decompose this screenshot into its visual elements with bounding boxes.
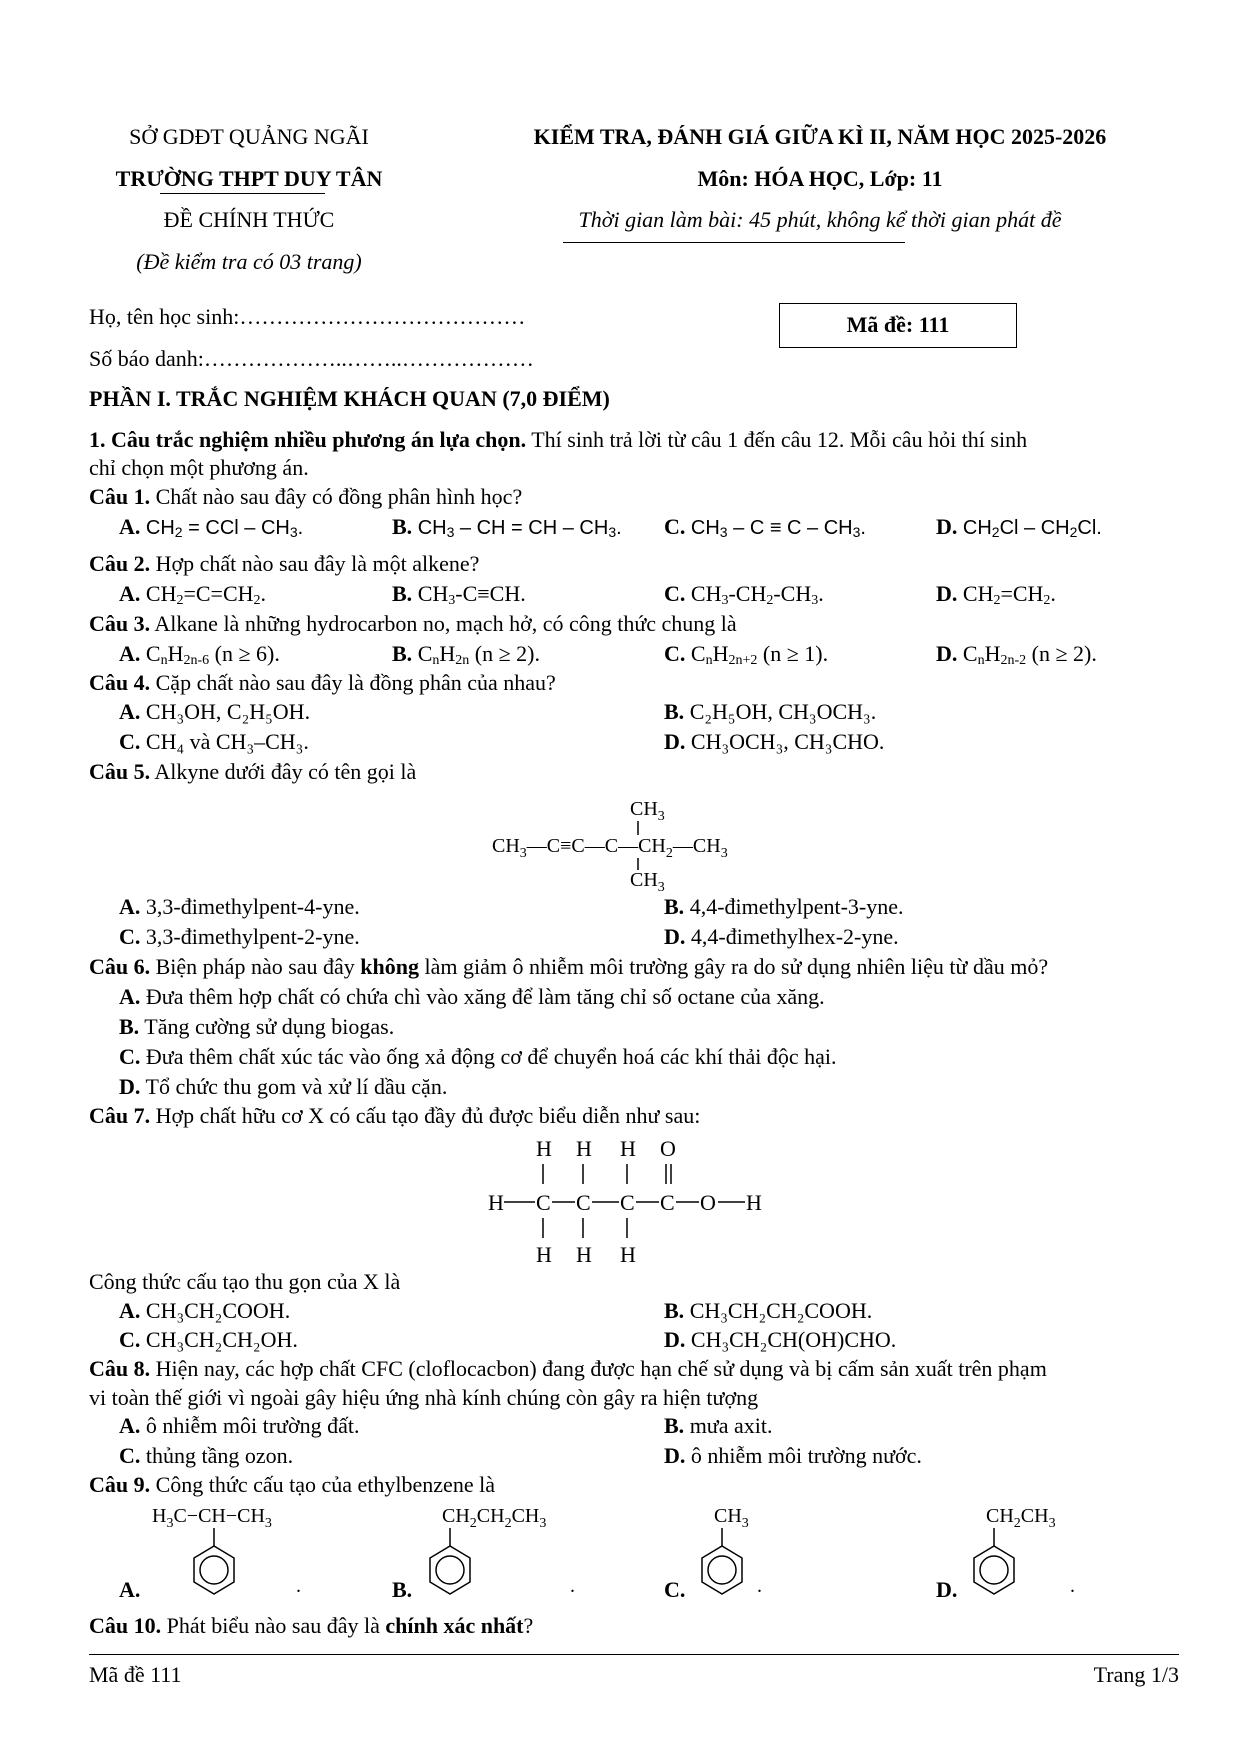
alkyne-structure [480,786,810,892]
question-label: Câu 10. [89,1613,162,1638]
svg-text:C: C [536,1190,551,1215]
q1-option-a[interactable]: A. $CH_2$ = CCl – $CH_3$. [119,514,304,540]
q4-option-b[interactable]: B. C₂H₅OH, CH₃OCH₃. [664,699,877,724]
svg-text:H: H [746,1190,762,1215]
svg-text:O: O [700,1190,716,1215]
q9-option-b-label[interactable]: B. [392,1577,413,1602]
question-10 [89,1612,1179,1640]
exam-title: KIỂM TRA, ĐÁNH GIÁ GIỮA KÌ II, NĂM HỌC 2025-2026 [533,124,1107,149]
question-label: Câu 1. [89,484,151,509]
q2-option-c[interactable]: C. $CH_3-CH_2-CH_3$. [664,581,824,608]
school-name: TRƯỜNG THPT DUY TÂN [115,166,383,191]
svg-text:.: . [296,1575,301,1597]
q8-option-d[interactable]: D. ô nhiễm môi trường nước. [664,1443,922,1468]
svg-text:CH3: $CH_3$ [630,869,665,892]
question-text: Cặp chất nào sau đây là đồng phân của nhau? [150,670,556,695]
q6-option-b[interactable]: B. Tăng cường sử dụng biogas. [119,1014,395,1039]
question-8-line2: vi toàn thế giới vì ngoài gây hiệu ứng nhà kính chúng còn gây ra hiện tượng [89,1385,759,1410]
question-text: Hợp chất nào sau đây là một alkene? [150,551,480,576]
question-7 [89,1102,1179,1130]
svg-text:H: H [620,1136,636,1161]
q5-option-b[interactable]: B. 4,4-đimethylpent-3-yne. [664,894,904,919]
q5-option-a[interactable]: A. 3,3-đimethylpent-4-yne. [119,894,360,919]
q9-option-b-structure[interactable] [420,1500,600,1610]
question-emphasis: không [360,954,420,979]
svg-text:.: . [1070,1575,1075,1597]
question-label: Câu 8. [89,1356,151,1381]
question-4 [89,669,1179,697]
question-label: Câu 4. [89,670,151,695]
svg-text:.: . [570,1575,575,1597]
question-3 [89,610,1179,638]
svg-text:H3C−CH−CH3: $H_3C-CH-CH_3$ [152,1505,272,1531]
svg-text:C: C [620,1190,635,1215]
exam-code-box: Mã đề: 111 [779,303,1017,348]
student-id-field: Số báo danh:………………..……..……………… [89,346,534,371]
time-underline [563,242,905,243]
footer-exam-code: Mã đề 111 [89,1662,182,1687]
svg-text:.: . [757,1575,762,1597]
svg-text:CH2CH2CH3: $CH_2CH_2CH_3$ [442,1505,547,1531]
question-label: Câu 3. [89,611,151,636]
q9-option-a-label[interactable]: A. [119,1577,141,1602]
q5-option-d[interactable]: D. 4,4-đimethylhex-2-yne. [664,924,899,949]
question-text: Phát biểu nào sau đây là [161,1613,386,1638]
q5-option-c[interactable]: C. 3,3-đimethylpent-2-yne. [119,924,360,949]
question-5 [89,758,1179,786]
question-text: Hiện nay, các hợp chất CFC (cloflocacbon) đang được hạn chế sử dụng và bị cấm sản xuất trên phạm [150,1356,1047,1381]
svg-text:O: O [660,1136,676,1161]
q4-option-c[interactable]: C. CH₄ và CH₃–CH₃. [119,729,309,754]
q7-option-a[interactable]: A. CH₃CH₂COOH. [119,1298,291,1323]
svg-text:H: H [576,1242,592,1266]
svg-text:H: H [536,1242,552,1266]
department-name: SỞ GDĐT QUẢNG NGÃI [129,124,369,149]
footer-divider [89,1654,1179,1655]
q4-option-a[interactable]: A. CH₃OH, C₂H₅OH. [119,699,311,724]
student-name-field: Họ, tên học sinh:………………………………… [89,304,526,329]
q1-option-c[interactable]: C. $CH_3 - C \equiv C - CH_3$. [664,514,866,540]
instruction-rest: Thí sinh trả lời từ câu 1 đến câu 12. Mỗi câu hỏi thí sinh [526,427,1028,452]
question-text: Biện pháp nào sau đây [150,954,361,979]
q1-option-d[interactable]: D. $CH_2Cl - CH_2Cl$. [936,514,1102,540]
q4-option-d[interactable]: D. CH₃OCH₃, CH₃CHO. [664,729,885,754]
q3-option-d[interactable]: D. $C_nH_{2n-2}$ (n ≥ 2). [936,641,1097,668]
question-label: Câu 7. [89,1103,151,1128]
structural-formula-x [480,1132,780,1266]
footer-page-number: Trang 1/3 [1093,1662,1179,1687]
question-emphasis: chính xác nhất [385,1613,524,1638]
q9-option-d-structure[interactable] [964,1500,1094,1610]
question-text: ? [523,1613,534,1638]
question-text: Alkane là những hydrocarbon no, mạch hở, có công thức chung là [150,611,737,636]
subject-line: Môn: HÓA HỌC, Lớp: 11 [697,166,943,191]
q9-option-d-label[interactable]: D. [936,1577,958,1602]
question-text: làm giảm ô nhiễm môi trường gây ra do sử dụng nhiên liệu từ dầu mỏ? [419,954,1049,979]
question-6 [89,953,1179,981]
question-8 [89,1355,1179,1383]
question-label: Câu 6. [89,954,151,979]
svg-text:CH3: $CH_3$ [714,1505,749,1531]
q8-option-b[interactable]: B. mưa axit. [664,1413,773,1438]
q1-option-b[interactable]: B. $CH_3$ – CH = CH – $CH_3$. [392,514,622,540]
question-label: Câu 5. [89,759,151,784]
page-count-note: (Đề kiểm tra có 03 trang) [136,249,362,274]
school-underline [160,193,325,194]
question-text: Alkyne dưới đây có tên gọi là [150,759,417,784]
question-2 [89,550,1179,578]
q2-option-d[interactable]: D. $CH_2=CH_2$. [936,581,1056,608]
official-label: ĐỀ CHÍNH THỨC [163,207,335,232]
svg-text:CH2CH3: $CH_2CH_3$ [986,1505,1056,1531]
question-text: Hợp chất hữu cơ X có cấu tạo đầy đủ được biểu diễn như sau: [150,1103,701,1128]
instruction-bold: 1. Câu trắc nghiệm nhiều phương án lựa chọn. [89,427,527,452]
svg-text:CH3: $CH_3$ [630,798,665,824]
svg-text:H: H [536,1136,552,1161]
q7-option-b[interactable]: B. CH₃CH₂CH₂COOH. [664,1298,873,1323]
q8-option-a[interactable]: A. ô nhiễm môi trường đất. [119,1413,360,1438]
question-9 [89,1471,1179,1499]
svg-text:C: C [660,1190,675,1215]
q3-option-a[interactable]: A. $C_nH_{2n-6}$ (n ≥ 6). [119,641,280,668]
q9-option-a-structure[interactable] [148,1500,318,1610]
question-7-followup: Công thức cấu tạo thu gọn của X là [89,1269,401,1294]
svg-text:C: C [576,1190,591,1215]
instruction-line2: chỉ chọn một phương án. [89,455,309,480]
svg-text:H: H [576,1136,592,1161]
q8-option-c[interactable]: C. thủng tầng ozon. [119,1443,294,1468]
q2-option-b[interactable]: B. $CH_3-C\equiv CH$. [392,581,526,608]
q2-option-a[interactable]: A. $CH_2=C=CH_2$. [119,581,267,608]
instruction [89,426,1179,454]
q6-option-d[interactable]: D. Tổ chức thu gom và xử lí dầu cặn. [119,1074,448,1099]
q3-option-c[interactable]: C. $C_nH_{2n+2}$ (n ≥ 1). [664,641,829,668]
q3-option-b[interactable]: B. $C_nH_{2n}$ (n ≥ 2). [392,641,540,668]
question-text: Chất nào sau đây có đồng phân hình học? [150,484,523,509]
q6-option-a[interactable]: A. Đưa thêm hợp chất có chứa chì vào xăng để làm tăng chỉ số octane của xăng. [119,984,825,1009]
time-line: Thời gian làm bài: 45 phút, không kể thời gian phát đề [578,207,1062,232]
section-title: PHẦN I. TRẮC NGHIỆM KHÁCH QUAN (7,0 ĐIỂM) [89,386,610,411]
question-text: Công thức cấu tạo của ethylbenzene là [150,1472,495,1497]
question-label: Câu 9. [89,1472,151,1497]
q9-option-c-structure[interactable] [692,1500,802,1610]
svg-text:CH3—C≡C—C—CH2—CH3: $CH_3—C\equiv C—C—CH_2—CH_3$ [492,835,728,861]
q6-option-c[interactable]: C. Đưa thêm chất xúc tác vào ống xả động cơ để chuyển hoá các khí thải độc hại. [119,1044,837,1069]
question-1 [89,483,1179,511]
question-label: Câu 2. [89,551,151,576]
q7-option-c[interactable]: C. CH₃CH₂CH₂OH. [119,1327,298,1352]
svg-text:H: H [488,1190,504,1215]
q9-option-c-label[interactable]: C. [664,1577,686,1602]
q7-option-d[interactable]: D. CH₃CH₂CH(OH)CHO. [664,1327,897,1352]
svg-text:H: H [620,1242,636,1266]
